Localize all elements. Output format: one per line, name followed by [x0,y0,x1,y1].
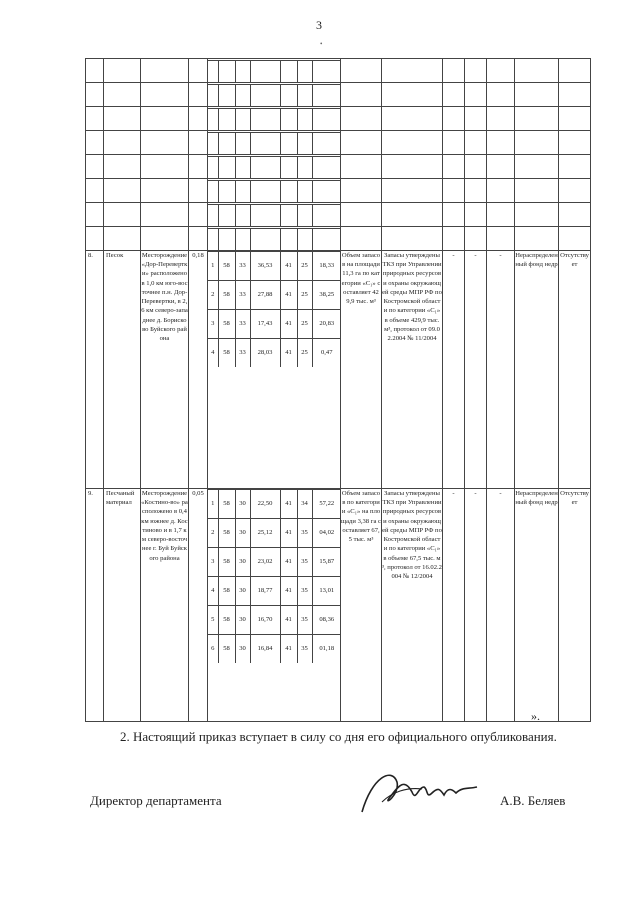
coordinates-table [208,180,341,202]
empty-cell [189,59,208,83]
coordinate-deg-cell [218,156,235,178]
dash-cell: - [487,489,515,722]
closing-quote: ». [531,709,540,723]
coordinates-cell [208,83,341,107]
empty-cell [487,131,515,155]
coordinate-row [208,577,341,606]
coordinates-table [208,204,341,226]
coordinate-n-cell [208,108,218,130]
coordinate-sec-cell [250,228,280,250]
empty-cell [515,83,559,107]
empty-cell [86,131,104,155]
entry-number: 9. [86,489,104,722]
coordinate-edeg-cell: 41 [280,519,297,548]
empty-cell [465,83,487,107]
page-number: 3 [316,18,322,32]
coordinate-emin-cell [297,60,312,82]
empty-cell [382,227,443,251]
coordinate-deg-cell: 58 [218,252,235,281]
coordinate-n-cell: 3 [208,548,218,577]
empty-cell [104,227,141,251]
dash-cell: - [487,251,515,489]
fund-status: Нераспределенный фонд недр [515,251,559,489]
coordinate-esec-cell: 15,87 [312,548,341,577]
empty-cell [382,155,443,179]
empty-cell [443,179,465,203]
empty-cell [559,179,591,203]
coordinate-n-cell: 4 [208,339,218,368]
coordinate-min-cell: 33 [235,339,250,368]
coordinate-edeg-cell: 41 [280,635,297,664]
empty-cell [86,203,104,227]
coordinate-sec-cell: 28,03 [250,339,280,368]
coordinate-edeg-cell: 41 [280,281,297,310]
empty-cell [559,227,591,251]
empty-cell [189,179,208,203]
empty-cell [382,59,443,83]
coordinate-deg-cell [218,228,235,250]
coordinate-row [208,252,341,281]
coordinate-row [208,156,341,178]
coordinates-table [208,132,341,154]
coordinate-edeg-cell: 41 [280,310,297,339]
coordinates-cell [208,155,341,179]
empty-cell [104,107,141,131]
empty-cell [341,83,382,107]
coordinate-sec-cell [250,180,280,202]
deposits-table [85,58,591,722]
coordinate-row [208,606,341,635]
coordinate-esec-cell: 01,18 [312,635,341,664]
coordinate-deg-cell [218,60,235,82]
table-row [86,131,591,155]
coordinates-cell [208,251,341,489]
coordinate-edeg-cell: 41 [280,548,297,577]
table-row [86,59,591,83]
empty-cell [515,179,559,203]
coordinate-emin-cell [297,228,312,250]
coordinate-esec-cell [312,180,341,202]
coordinate-deg-cell [218,132,235,154]
coordinate-esec-cell [312,132,341,154]
empty-cell [341,155,382,179]
coordinate-deg-cell: 58 [218,519,235,548]
coordinate-sec-cell [250,132,280,154]
empty-cell [141,227,189,251]
coordinate-row [208,132,341,154]
coordinates-cell [208,489,341,722]
order-paragraph: 2. Настоящий приказ вступает в силу со дня его официального опубликования. [120,729,557,744]
empty-cell [515,155,559,179]
empty-cell [341,203,382,227]
empty-cell [189,227,208,251]
empty-cell [104,131,141,155]
empty-cell [189,83,208,107]
empty-cell [382,179,443,203]
coordinate-sec-cell: 36,53 [250,252,280,281]
table-row [86,227,591,251]
coordinate-n-cell: 1 [208,490,218,519]
coordinate-n-cell [208,204,218,226]
coordinate-sec-cell: 23,02 [250,548,280,577]
empty-cell [141,83,189,107]
empty-cell [141,59,189,83]
coordinates-cell [208,107,341,131]
coordinate-row [208,635,341,664]
coordinate-row [208,339,341,368]
coordinate-emin-cell: 35 [297,635,312,664]
coordinate-edeg-cell [280,156,297,178]
coordinates-cell [208,59,341,83]
coordinate-esec-cell: 04,02 [312,519,341,548]
empty-cell [515,59,559,83]
dash-cell: - [443,251,465,489]
coordinate-esec-cell [312,108,341,130]
coordinate-edeg-cell [280,204,297,226]
empty-cell [86,155,104,179]
area-value: 0,05 [189,489,208,722]
empty-cell [487,59,515,83]
coordinate-row [208,108,341,130]
coordinates-table [208,489,341,663]
empty-cell [443,155,465,179]
coordinate-row [208,490,341,519]
empty-cell [104,59,141,83]
approval-text: Запасы утверждены ТКЗ при Управлении природных ресурсов и охраны окружающей среды МПР РФ по Костромской области по категории «С₁» в объеме 429,9 тыс. м³, протокол от 09.02.2004 № 11/2004 [382,251,443,489]
coordinate-min-cell: 30 [235,490,250,519]
coordinate-row [208,519,341,548]
coordinate-min-cell [235,60,250,82]
empty-cell [86,227,104,251]
coordinate-n-cell: 3 [208,310,218,339]
coordinates-cell [208,203,341,227]
table-row [86,107,591,131]
coordinate-emin-cell: 35 [297,519,312,548]
coordinate-row [208,310,341,339]
empty-cell [382,131,443,155]
coordinates-cell [208,227,341,251]
coordinates-table [208,84,341,106]
coordinate-sec-cell [250,84,280,106]
coordinate-row [208,60,341,82]
coordinate-edeg-cell [280,180,297,202]
empty-cell [515,131,559,155]
empty-cell [86,59,104,83]
page-mark: • [320,40,323,48]
coordinate-n-cell [208,84,218,106]
coordinate-min-cell [235,156,250,178]
coordinate-deg-cell: 58 [218,281,235,310]
empty-cell [443,107,465,131]
coordinate-edeg-cell [280,60,297,82]
coordinate-min-cell: 33 [235,252,250,281]
coordinate-edeg-cell: 41 [280,252,297,281]
coordinate-emin-cell [297,84,312,106]
empty-cell [86,179,104,203]
coordinate-min-cell: 30 [235,548,250,577]
coordinate-sec-cell: 16,84 [250,635,280,664]
deposit-location: Месторождение «Дор-Перевертки» расположено в 1,0 км юго-восточнее п.н. Дор-Перевертки, в 2,6 км северо-западнее д. Борисково Буйского района [141,251,189,489]
empty-cell [559,107,591,131]
coordinate-edeg-cell [280,228,297,250]
empty-cell [341,107,382,131]
empty-cell [104,155,141,179]
coordinate-emin-cell [297,204,312,226]
empty-cell [141,203,189,227]
empty-cell [141,107,189,131]
empty-cell [341,131,382,155]
coordinate-n-cell: 1 [208,252,218,281]
coordinates-table [208,108,341,130]
coordinate-emin-cell: 25 [297,339,312,368]
handwritten-signature [352,757,492,827]
coordinate-deg-cell [218,84,235,106]
empty-cell [465,203,487,227]
empty-cell [487,155,515,179]
coordinate-emin-cell [297,180,312,202]
area-value: 0,18 [189,251,208,489]
reserves-text: Объем запасов на площади 11,3 га по категории «С₁» составляет 429,9 тыс. м³ [341,251,382,489]
coordinate-sec-cell [250,156,280,178]
coordinate-esec-cell [312,228,341,250]
coordinate-emin-cell: 35 [297,548,312,577]
coordinate-sec-cell: 22,50 [250,490,280,519]
coordinate-sec-cell: 18,77 [250,577,280,606]
coordinate-deg-cell [218,108,235,130]
signatory-name: А.В. Беляев [500,793,566,808]
coordinate-edeg-cell: 41 [280,490,297,519]
empty-cell [86,107,104,131]
license-status: Отсутствует [559,489,591,722]
empty-cell [443,203,465,227]
coordinate-emin-cell: 34 [297,490,312,519]
coordinate-deg-cell [218,204,235,226]
mineral-name: Песок [104,251,141,489]
coordinate-deg-cell: 58 [218,548,235,577]
empty-cell [465,131,487,155]
signatory-title: Директор департамента [90,793,222,808]
empty-cell [515,227,559,251]
coordinate-n-cell: 2 [208,519,218,548]
table-row [86,155,591,179]
coordinate-esec-cell [312,60,341,82]
fund-status: Нераспределенный фонд недр [515,489,559,722]
empty-cell [104,83,141,107]
empty-cell [189,131,208,155]
empty-cell [341,59,382,83]
coordinate-emin-cell: 25 [297,310,312,339]
empty-cell [465,59,487,83]
empty-cell [559,83,591,107]
coordinate-emin-cell: 25 [297,281,312,310]
coordinate-edeg-cell [280,84,297,106]
empty-cell [487,179,515,203]
empty-cell [465,227,487,251]
coordinate-edeg-cell [280,108,297,130]
coordinate-deg-cell: 58 [218,635,235,664]
empty-cell [443,131,465,155]
coordinate-sec-cell [250,204,280,226]
empty-cell [487,227,515,251]
coordinate-emin-cell: 35 [297,606,312,635]
empty-cell [487,203,515,227]
dash-cell: - [443,489,465,722]
coordinate-esec-cell: 18,33 [312,252,341,281]
coordinate-emin-cell: 25 [297,252,312,281]
empty-cell [559,155,591,179]
coordinate-emin-cell [297,132,312,154]
empty-cell [443,227,465,251]
coordinate-min-cell [235,180,250,202]
empty-cell [341,179,382,203]
empty-cell [189,155,208,179]
approval-text: Запасы утверждены ТКЗ при Управлении природных ресурсов и охраны окружающей среды МПР РФ по Костромской области по категории «С₁» в объеме 67,5 тыс. м³, протокол от 16.02.2004 № 12/2004 [382,489,443,722]
empty-cell [104,179,141,203]
coordinate-deg-cell: 58 [218,490,235,519]
deposit-location: Месторождение «Костино-во» расположено в 0,4 км южнее д. Костиново и в 1,7 км северо-восточнее г. Буй Буйского района [141,489,189,722]
coordinate-emin-cell [297,156,312,178]
coordinate-min-cell: 33 [235,310,250,339]
coordinate-min-cell: 30 [235,577,250,606]
empty-cell [104,203,141,227]
coordinates-cell [208,179,341,203]
coordinate-min-cell [235,108,250,130]
empty-cell [141,131,189,155]
reserves-text: Объем запасов по категории «С₁» на площади 3,38 га составляет 67,5 тыс. м³ [341,489,382,722]
coordinate-n-cell [208,132,218,154]
table-row [86,203,591,227]
coordinate-n-cell: 2 [208,281,218,310]
coordinate-esec-cell [312,156,341,178]
coordinate-deg-cell [218,180,235,202]
coordinates-table [208,156,341,178]
coordinate-n-cell [208,156,218,178]
coordinate-min-cell [235,84,250,106]
coordinate-deg-cell: 58 [218,339,235,368]
coordinate-edeg-cell: 41 [280,577,297,606]
empty-cell [189,203,208,227]
entry-number: 8. [86,251,104,489]
empty-cell [465,107,487,131]
coordinate-emin-cell [297,108,312,130]
coordinate-n-cell [208,60,218,82]
coordinate-esec-cell: 0,47 [312,339,341,368]
coordinate-sec-cell: 16,70 [250,606,280,635]
coordinates-cell [208,131,341,155]
coordinate-esec-cell: 13,01 [312,577,341,606]
empty-cell [189,107,208,131]
coordinate-edeg-cell [280,132,297,154]
empty-cell [86,83,104,107]
coordinate-deg-cell: 58 [218,606,235,635]
empty-cell [559,203,591,227]
coordinate-row [208,228,341,250]
empty-cell [141,179,189,203]
table-row [86,83,591,107]
coordinate-edeg-cell: 41 [280,339,297,368]
dash-cell: - [465,251,487,489]
coordinate-n-cell [208,180,218,202]
coordinate-n-cell: 6 [208,635,218,664]
coordinate-row [208,84,341,106]
coordinate-emin-cell: 35 [297,577,312,606]
coordinate-esec-cell: 08,36 [312,606,341,635]
coordinate-sec-cell: 27,88 [250,281,280,310]
empty-cell [559,59,591,83]
empty-cell [382,203,443,227]
coordinate-esec-cell [312,84,341,106]
coordinate-min-cell [235,132,250,154]
coordinate-esec-cell: 38,25 [312,281,341,310]
coordinate-min-cell: 33 [235,281,250,310]
coordinate-min-cell [235,204,250,226]
empty-cell [382,83,443,107]
table-row [86,251,591,489]
coordinate-sec-cell: 25,12 [250,519,280,548]
license-status: Отсутствует [559,251,591,489]
coordinate-n-cell: 5 [208,606,218,635]
empty-cell [465,179,487,203]
coordinate-sec-cell [250,108,280,130]
coordinates-table [208,251,341,367]
coordinate-sec-cell [250,60,280,82]
coordinate-deg-cell: 58 [218,310,235,339]
coordinate-esec-cell [312,204,341,226]
coordinate-min-cell: 30 [235,519,250,548]
empty-cell [382,107,443,131]
coordinate-min-cell: 30 [235,635,250,664]
table-row [86,179,591,203]
coordinate-sec-cell: 17,43 [250,310,280,339]
coordinate-row [208,180,341,202]
coordinate-row [208,204,341,226]
empty-cell [341,227,382,251]
coordinate-edeg-cell: 41 [280,606,297,635]
empty-cell [443,59,465,83]
empty-cell [515,203,559,227]
empty-cell [141,155,189,179]
coordinate-n-cell [208,228,218,250]
empty-cell [465,155,487,179]
table-row [86,489,591,722]
empty-cell [487,107,515,131]
empty-cell [487,83,515,107]
dash-cell: - [465,489,487,722]
mineral-name: Песчаный материал [104,489,141,722]
empty-cell [559,131,591,155]
coordinate-row [208,281,341,310]
empty-cell [443,83,465,107]
coordinates-table [208,228,341,250]
coordinate-n-cell: 4 [208,577,218,606]
coordinate-deg-cell: 58 [218,577,235,606]
coordinate-esec-cell: 57,22 [312,490,341,519]
coordinate-row [208,548,341,577]
empty-cell [515,107,559,131]
coordinate-esec-cell: 20,83 [312,310,341,339]
coordinate-min-cell: 30 [235,606,250,635]
coordinate-min-cell [235,228,250,250]
coordinates-table [208,60,341,82]
